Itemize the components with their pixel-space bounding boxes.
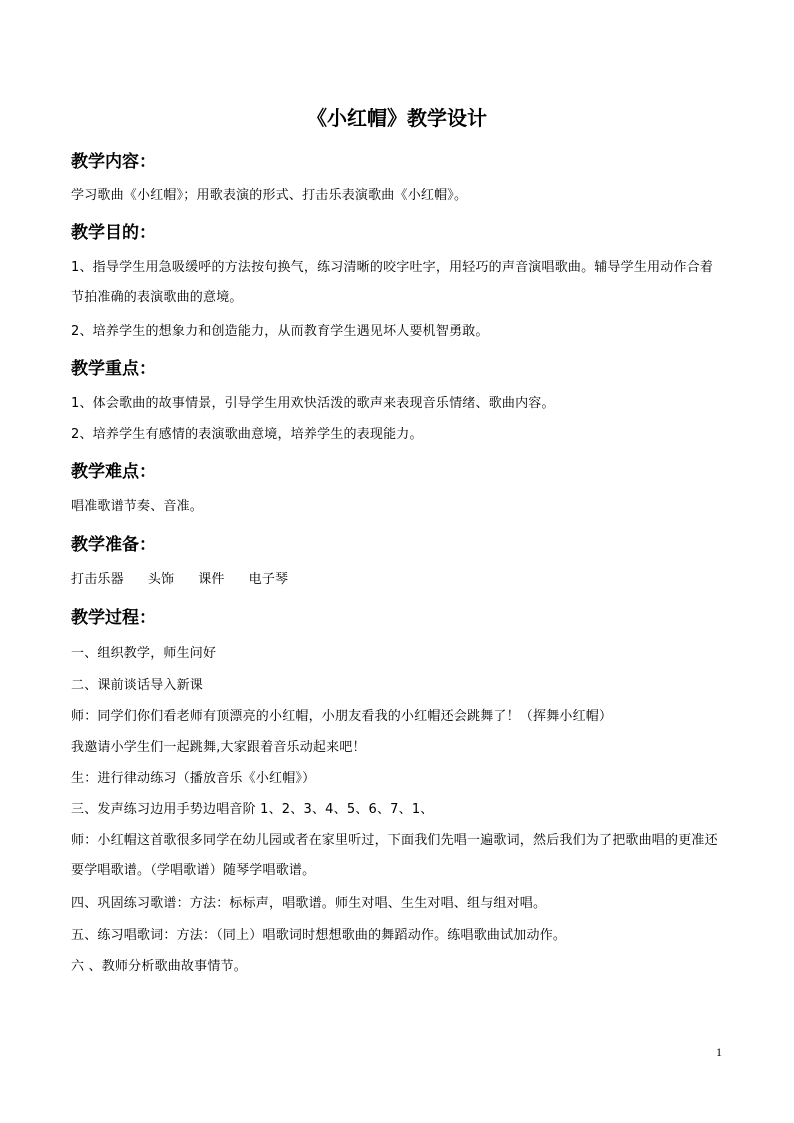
- section-heading-content: 教学内容：: [71, 152, 156, 172]
- process-item: 五、练习唱歌词：方法：（同上）唱歌词时想想歌曲的舞蹈动作。练唱歌曲试加动作。: [71, 928, 567, 943]
- process-item: 四、巩固练习歌谱：方法：标标声，唱歌谱。师生对唱、生生对唱、组与组对唱。: [71, 896, 547, 911]
- goal-item: 2、培养学生的想象力和创造能力，从而教育学生遇见坏人要机智勇敢。: [71, 324, 489, 339]
- section-heading-goals: 教学目的：: [71, 223, 156, 243]
- page-number: 1: [716, 1045, 722, 1059]
- document-title: 《小红帽》教学设计: [307, 106, 487, 130]
- preparation-list: [71, 570, 726, 590]
- process-item: 师：同学们你们看老师有顶漂亮的小红帽，小朋友看我的小红帽还会跳舞了！（挥舞小红帽）: [71, 709, 613, 724]
- process-item: 二、课前谈话导入新课: [71, 678, 204, 693]
- process-item: 一、组织教学，师生问好: [71, 646, 217, 661]
- process-item: 六 、教师分析歌曲故事情节。: [71, 959, 247, 974]
- keypoint-item: 1、体会歌曲的故事情景，引导学生用欢快活泼的歌声来表现音乐情绪、歌曲内容。: [71, 396, 555, 411]
- section-text-content: 学习歌曲《小红帽》；用歌表演的形式、打击乐表演歌曲《小红帽》。: [71, 188, 468, 203]
- preparation-item: 打击乐器: [71, 572, 124, 587]
- section-heading-difficulties: 教学难点：: [71, 462, 156, 482]
- goal-item: 1、指导学生用急吸缓呼的方法按句换气，练习清晰的咬字吐字，用轻巧的声音演唱歌曲。辅导学生用动作合着节拍准确的表演歌曲的意境。: [71, 260, 714, 305]
- process-item: 师：小红帽这首歌很多同学在幼儿园或者在家里听过，下面我们先唱一遍歌词，然后我们为了把歌曲唱的更准还要学唱歌谱。（学唱歌谱）随琴学唱歌谱。: [71, 833, 718, 878]
- process-item: 我邀请小学生们一起跳舞,大家跟着音乐动起来吧！: [71, 740, 366, 755]
- preparation-item: 头饰: [147, 572, 175, 587]
- section-heading-keypoints: 教学重点：: [71, 359, 156, 379]
- preparation-item: 电子琴: [248, 572, 289, 587]
- process-item: 生：进行律动练习（播放音乐《小红帽》）: [71, 771, 316, 786]
- keypoint-item: 2、培养学生有感情的表演歌曲意境，培养学生的表现能力。: [71, 427, 423, 442]
- section-text-difficulties: 唱准歌谱节奏、音准。: [71, 499, 204, 514]
- process-item: 三、发声练习边用手势边唱音阶 1、2、3、4、5、6、7、1、: [71, 802, 434, 817]
- preparation-item: 课件: [198, 572, 225, 587]
- section-heading-preparation: 教学准备：: [71, 535, 156, 555]
- section-heading-process: 教学过程：: [71, 608, 156, 628]
